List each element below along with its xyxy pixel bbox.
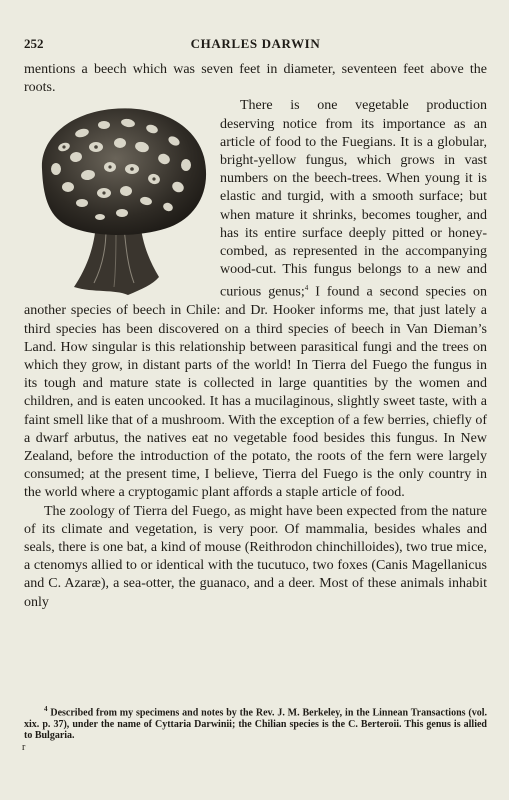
footnote-marker: 4 xyxy=(44,705,48,713)
paragraph-text-b: I found a second species on another species of beech in Chile: and Dr. Hooker informs me, that just lately a third species has been discovered on a third species of beech in Van Dieman’s Land. How singular is this relationship between parasitical fungi and the trees on which they grow, in distant parts of the world! In Tierra del Fuego the fungus in its tough and mature state is collected in large quantities by the women and children, and is eaten uncooked. It has a mucilaginous, slightly sweet taste, with a faint smell like that of a mushroom. With the exception of a few berries, chiefly of a dwarf arbutus, the natives eat no vegetable food besides this fungus. In New Zealand, before the introduction of the potato, the roots of the fern were largely consumed; at the present time, I believe, Tierra del Fuego is the only country in the world where a cryptogamic plant affords a staple article of food. xyxy=(24,285,487,501)
running-head: CHARLES DARWIN xyxy=(190,36,321,51)
page-number: 252 xyxy=(24,36,44,51)
fungus-woodcut xyxy=(24,99,210,300)
printer-mark: r xyxy=(22,742,26,753)
body-text xyxy=(24,61,487,612)
footnote xyxy=(24,704,487,742)
paragraph-continued: mentions a beech which was seven feet in diameter, seventeen feet above the roots. xyxy=(24,62,487,96)
page-header xyxy=(24,36,487,52)
footnote-text: Described from my specimens and notes by the Rev. J. M. Berkeley, in the Linnean Transactions (vol. xix. p. 37), under the name of Cyttaria Darwinii; the Chilian species is the C. Berteroii. This genus is allied to Bulgaria. xyxy=(24,707,487,742)
paragraph-fungus xyxy=(24,97,487,502)
paragraph-text-a: There is one vegetable production deserving notice from its importance as an article of food to the Fuegians. It is a globular, bright-yellow fungus, which grows in vast numbers on the beech-trees. When young it is elastic and turgid, with a smooth surface; but when mature it shrinks, becomes tougher, and has its entire surface deeply pitted or honey-combed, as represented in the accompanying wood-cut. This fungus belongs to a new and curious genus; xyxy=(220,98,487,301)
footnote-reference[interactable]: 4 xyxy=(304,284,309,293)
paragraph-zoology: The zoology of Tierra del Fuego, as might have been expected from the nature of its climate and vegetation, is very poor. Of mammalia, besides whales and seals, there is one bat, a kind of mouse (Reithrodon chinchilloides), two true mice, a ctenomys allied to or identical with the tucutuco, two foxes (Canis Magellanicus and C. Azaræ), a sea-otter, the guanaco, and a deer. Most of these animals inhabit only xyxy=(24,503,487,610)
